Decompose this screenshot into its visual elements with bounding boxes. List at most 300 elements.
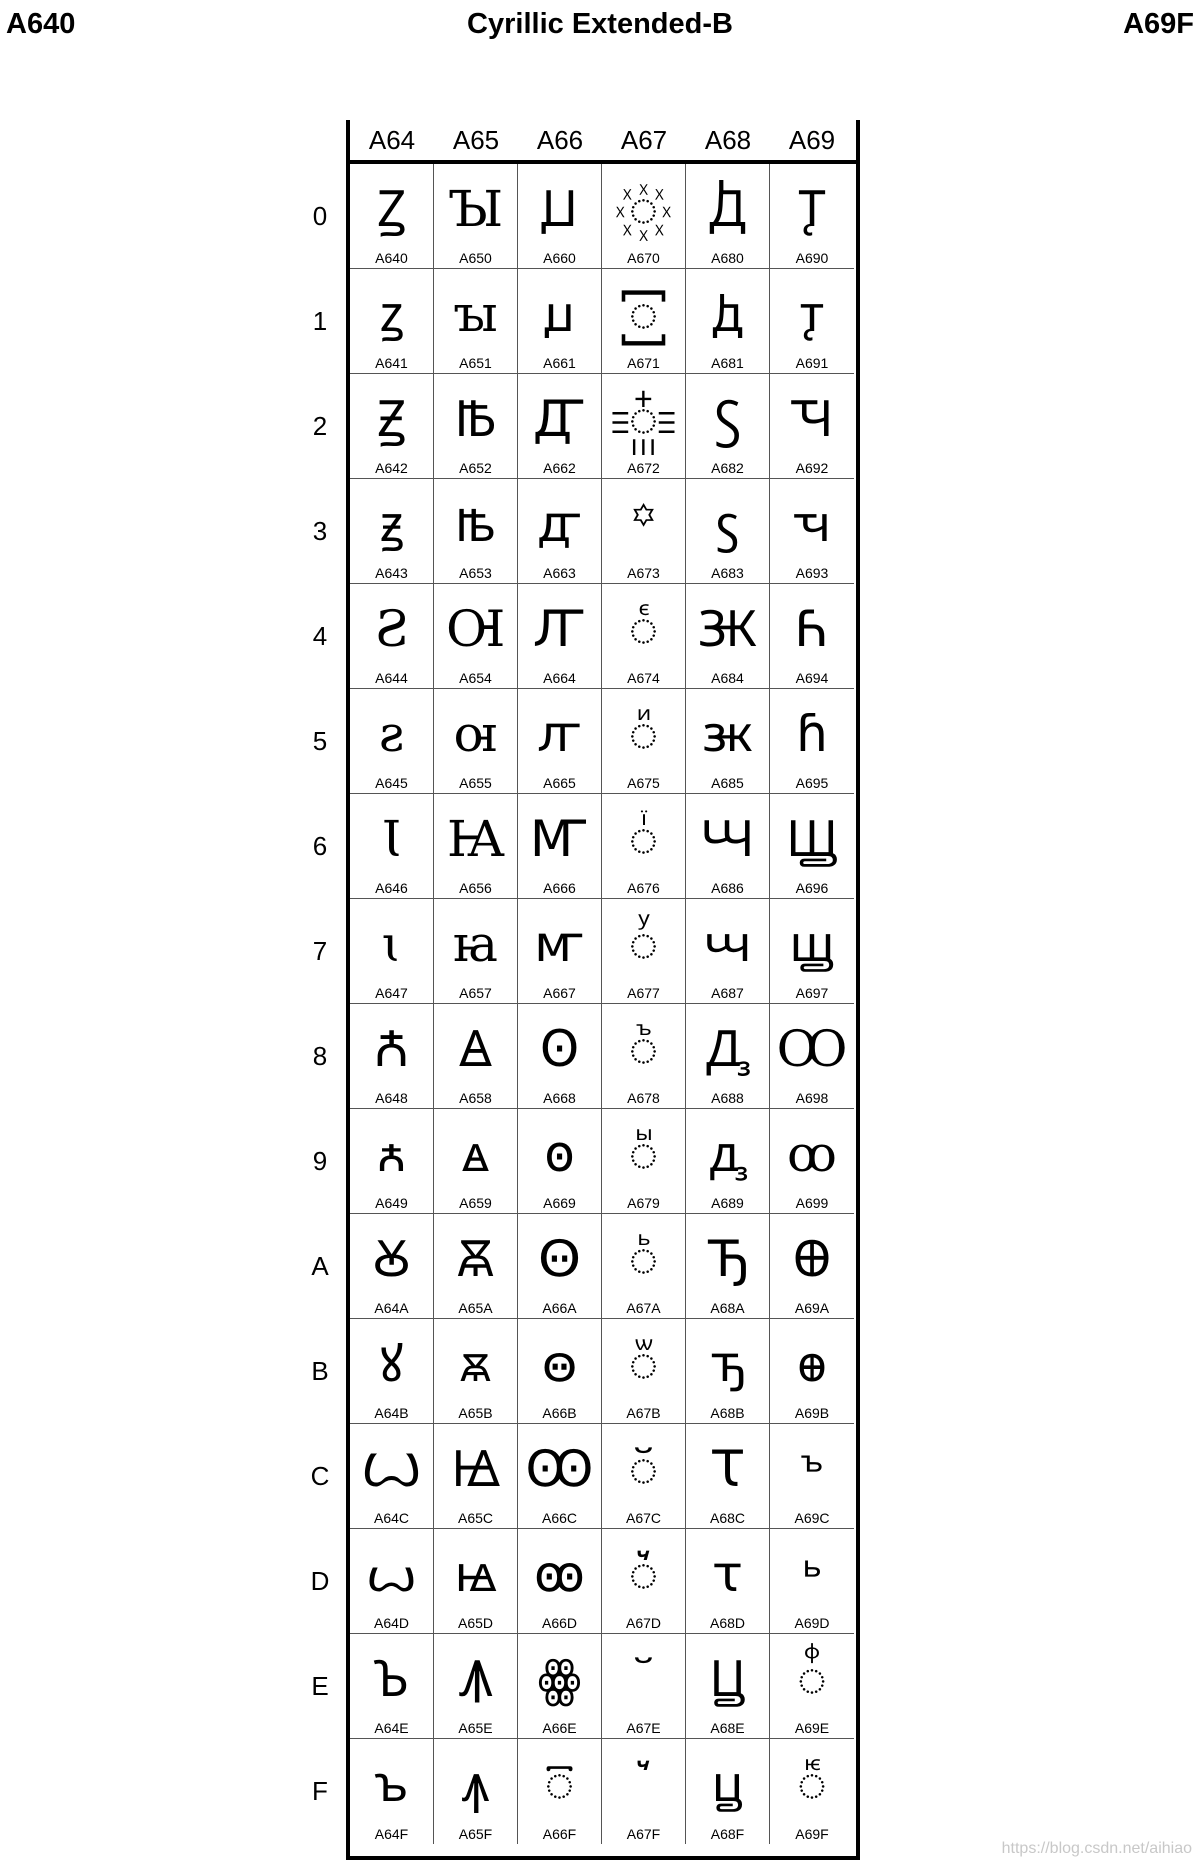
code-point-label: A668 (543, 1090, 576, 1106)
code-point-label: A658 (459, 1090, 492, 1106)
character-glyph: ꙑ (453, 285, 498, 343)
character-cell (350, 1529, 434, 1634)
character-glyph: Ꚅ (698, 600, 757, 658)
code-point-label: A685 (711, 775, 744, 791)
character-cell (518, 1634, 602, 1739)
row-header: B (311, 1356, 329, 1386)
code-point-label: A69B (794, 1405, 830, 1421)
character-cell (602, 899, 686, 1004)
character-glyph: Ꙏ (375, 1650, 408, 1708)
character-cell (602, 374, 686, 479)
character-cell (770, 164, 854, 269)
character-glyph: Ꚇ (700, 810, 755, 868)
character-cell (350, 1109, 434, 1214)
character-glyph: Ꚍ (712, 1440, 743, 1498)
character-glyph: ꙓ (455, 495, 496, 553)
code-point-label: A66A (542, 1300, 577, 1316)
code-point-label: A69D (794, 1615, 830, 1631)
character-glyph: ꚗ (789, 915, 835, 973)
character-cell (770, 269, 854, 374)
character-glyph: ◌ꙺ (628, 1230, 659, 1288)
character-cell (770, 1634, 854, 1739)
code-point-label: A673 (627, 565, 660, 581)
row-header: 4 (312, 621, 328, 651)
code-point-label: A67A (626, 1300, 661, 1316)
character-glyph: ◌ꙹ (628, 1125, 659, 1183)
character-glyph: ꙛ (460, 1335, 491, 1393)
character-glyph: Ꚓ (790, 390, 834, 448)
code-point-label: A645 (375, 775, 408, 791)
code-point-label: A666 (543, 880, 576, 896)
code-point-label: A66C (541, 1510, 578, 1526)
column-header: A64 (368, 125, 416, 155)
character-cell (770, 374, 854, 479)
character-glyph: Ꙥ (532, 600, 587, 658)
code-point-label: A686 (711, 880, 744, 896)
code-point-label: A68E (710, 1720, 745, 1736)
code-point-label: A680 (711, 250, 744, 266)
row-header: 2 (312, 411, 328, 441)
code-point-label: A646 (375, 880, 408, 896)
character-glyph: Ꙇ (381, 810, 402, 868)
character-glyph: Ꙅ (374, 600, 409, 658)
character-cell (770, 689, 854, 794)
character-glyph: ꚙ (787, 1125, 837, 1183)
row-header: C (310, 1461, 330, 1491)
code-point-label: A692 (795, 460, 829, 476)
character-cell (686, 1319, 770, 1424)
character-cell (350, 689, 434, 794)
character-glyph: Ꚕ (794, 600, 830, 658)
character-glyph: Ꚑ (798, 180, 826, 238)
row-header: A (311, 1251, 329, 1281)
code-point-label: A67C (625, 1510, 662, 1526)
code-point-label: A67E (626, 1720, 661, 1736)
row-header: F (312, 1776, 328, 1806)
character-glyph: ꙾ (629, 1650, 658, 1708)
code-point-label: A68B (710, 1405, 745, 1421)
character-glyph: ꙁ (379, 285, 404, 343)
character-cell (434, 164, 518, 269)
code-point-label: A643 (375, 565, 408, 581)
code-point-label: A694 (795, 670, 829, 686)
character-glyph: ꙣ (536, 495, 583, 553)
character-glyph: Ꙑ (447, 180, 504, 238)
code-point-label: A693 (795, 565, 829, 581)
character-glyph: ◌ꚞ (797, 1650, 827, 1708)
character-cell (770, 1739, 854, 1844)
character-cell (770, 1424, 854, 1529)
character-glyph: ꙳ (629, 495, 658, 553)
character-glyph: ꚍ (712, 1545, 743, 1603)
character-glyph: ꙇ (381, 915, 402, 973)
character-cell (518, 1424, 602, 1529)
character-cell (602, 1319, 686, 1424)
character-glyph: Ꙛ (457, 1230, 494, 1288)
character-cell (518, 689, 602, 794)
code-point-label: A688 (711, 1090, 744, 1106)
character-cell (602, 1004, 686, 1109)
code-point-label: A66E (542, 1720, 577, 1736)
character-cell (686, 164, 770, 269)
character-cell (686, 899, 770, 1004)
character-cell (602, 1529, 686, 1634)
character-glyph: ꙗ (453, 915, 498, 973)
code-point-label: A66F (542, 1826, 577, 1842)
character-cell (602, 689, 686, 794)
code-point-label: A681 (711, 355, 744, 371)
code-point-label: A65C (457, 1510, 494, 1526)
character-glyph: ◌꙲ (628, 390, 659, 448)
code-point-label: A671 (627, 355, 660, 371)
character-glyph: Ꙩ (539, 1020, 580, 1078)
code-point-label: A649 (375, 1195, 408, 1211)
character-cell (350, 1319, 434, 1424)
character-cell (518, 164, 602, 269)
code-point-label: A689 (711, 1195, 744, 1211)
character-glyph: ꚑ (799, 285, 825, 343)
character-cell (602, 1214, 686, 1319)
character-glyph: ◌ꙵ (628, 705, 659, 763)
character-glyph: ꚅ (702, 705, 753, 763)
character-cell (518, 1319, 602, 1424)
character-cell (518, 584, 602, 689)
character-cell (434, 269, 518, 374)
character-cell (686, 1634, 770, 1739)
character-glyph: ◌꙯ (544, 1755, 575, 1813)
character-glyph: Ꙭ (525, 1440, 594, 1498)
character-cell (602, 1424, 686, 1529)
character-glyph: Ꚋ (707, 1230, 748, 1288)
code-point-label: A642 (375, 460, 408, 476)
character-cell (770, 899, 854, 1004)
code-point-label: A65F (458, 1826, 493, 1842)
code-point-label: A657 (459, 985, 492, 1001)
character-cell (434, 374, 518, 479)
character-glyph: Ꙋ (372, 1230, 411, 1288)
code-point-label: A695 (795, 775, 829, 791)
character-glyph: ꙟ (461, 1755, 490, 1813)
character-cell (434, 584, 518, 689)
code-point-label: A684 (711, 670, 744, 686)
character-glyph: Ꙡ (541, 180, 578, 238)
code-point-label: A661 (543, 355, 576, 371)
chart-title: Cyrillic Extended-B (467, 8, 733, 40)
character-cell (686, 1214, 770, 1319)
code-point-label: A65B (458, 1405, 493, 1421)
character-cell (434, 899, 518, 1004)
character-cell (686, 374, 770, 479)
code-point-label: A675 (627, 775, 660, 791)
range-start-label: A640 (6, 8, 76, 40)
code-point-label: A660 (543, 250, 576, 266)
character-glyph: ꙙ (462, 1125, 489, 1183)
code-point-label: A667 (543, 985, 576, 1001)
code-point-label: A691 (795, 355, 829, 371)
character-glyph: ◌꙼ (628, 1440, 659, 1498)
code-point-label: A68F (710, 1826, 745, 1842)
character-glyph: Ꚏ (709, 1650, 746, 1708)
code-point-label: A669 (543, 1195, 576, 1211)
code-point-label: A699 (795, 1195, 829, 1211)
character-glyph: Ꙁ (377, 180, 406, 238)
character-glyph: Ꚁ (709, 180, 746, 238)
character-glyph: Ꙙ (459, 1020, 492, 1078)
code-point-label: A66D (541, 1615, 578, 1631)
code-point-label: A69F (795, 1826, 829, 1842)
character-glyph: ꙏ (374, 1755, 409, 1813)
code-point-label: A670 (627, 250, 660, 266)
character-cell (434, 1004, 518, 1109)
code-point-label: A656 (459, 880, 492, 896)
character-cell (686, 269, 770, 374)
character-glyph: ꙭ (534, 1545, 585, 1603)
row-header: 7 (312, 936, 328, 966)
code-point-label: A68D (709, 1615, 746, 1631)
character-cell (602, 479, 686, 584)
character-cell (686, 794, 770, 899)
character-glyph: ◌ꙸ (628, 1020, 659, 1078)
code-point-label: A683 (711, 565, 744, 581)
character-glyph: ꙧ (534, 915, 585, 973)
row-header: 9 (312, 1146, 328, 1176)
character-cell (434, 1109, 518, 1214)
code-point-label: A64C (373, 1510, 410, 1526)
character-glyph: ꚁ (712, 285, 743, 343)
character-cell (434, 1634, 518, 1739)
row-header: 6 (312, 831, 328, 861)
character-cell (686, 689, 770, 794)
character-glyph: ◌ꙻ (628, 1335, 659, 1393)
code-point-label: A68C (709, 1510, 746, 1526)
character-cell (770, 1109, 854, 1214)
character-glyph: ꚕ (796, 705, 828, 763)
code-point-label: A640 (375, 250, 408, 266)
column-header: A66 (536, 125, 584, 155)
character-glyph: Ꙕ (445, 600, 506, 658)
code-point-label: A651 (459, 355, 492, 371)
code-point-label: A679 (627, 1195, 660, 1211)
code-point-label: A65D (457, 1615, 494, 1631)
code-point-label: A67D (625, 1615, 662, 1631)
code-point-label: A690 (795, 250, 829, 266)
character-glyph: Ꙉ (373, 1020, 410, 1078)
character-cell (434, 1529, 518, 1634)
code-point-label: A652 (459, 460, 492, 476)
character-cell (602, 794, 686, 899)
character-glyph: Ꙫ (538, 1230, 581, 1288)
character-cell (518, 1739, 602, 1844)
character-cell (350, 374, 434, 479)
character-cell (518, 794, 602, 899)
code-point-label: A663 (543, 565, 576, 581)
character-glyph: ꙫ (541, 1335, 578, 1393)
code-point-label: A653 (459, 565, 492, 581)
character-glyph: ◌꙰ (628, 180, 659, 238)
code-point-label: A644 (375, 670, 408, 686)
character-glyph: ◌ꙴ (628, 600, 659, 658)
code-point-label: A69C (794, 1510, 830, 1526)
code-point-label: A641 (375, 355, 408, 371)
character-glyph: ꙥ (536, 705, 583, 763)
character-glyph: Ꙗ (447, 810, 504, 868)
column-header: A69 (788, 125, 836, 155)
code-point-label: A659 (459, 1195, 492, 1211)
code-point-label: A69A (794, 1300, 830, 1316)
character-cell (518, 1214, 602, 1319)
character-cell (518, 269, 602, 374)
code-point-label: A677 (627, 985, 660, 1001)
row-header: 5 (312, 726, 328, 756)
character-cell (434, 794, 518, 899)
character-cell (686, 1424, 770, 1529)
row-header: E (311, 1671, 329, 1701)
character-glyph: Ꙍ (362, 1440, 421, 1498)
character-cell (602, 584, 686, 689)
character-cell (770, 479, 854, 584)
code-point-label: A65E (458, 1720, 493, 1736)
character-cell (518, 1004, 602, 1109)
code-point-label: A664 (543, 670, 576, 686)
character-glyph: ꙍ (365, 1545, 418, 1603)
code-point-label: A64F (374, 1826, 409, 1842)
character-glyph: ꙋ (379, 1335, 404, 1393)
row-header: 8 (312, 1041, 328, 1071)
character-cell (350, 1424, 434, 1529)
character-glyph: ꚏ (711, 1755, 744, 1813)
character-cell (350, 1634, 434, 1739)
code-point-label: A647 (375, 985, 408, 1001)
character-glyph: ꚛ (796, 1335, 828, 1393)
code-point-label: A687 (711, 985, 744, 1001)
character-glyph: Ꙧ (530, 810, 589, 868)
character-cell (434, 689, 518, 794)
character-cell (602, 269, 686, 374)
code-point-label: A674 (627, 670, 660, 686)
code-point-label: A64B (374, 1405, 409, 1421)
code-point-label: A67B (626, 1405, 661, 1421)
column-header: A65 (452, 125, 500, 155)
character-glyph: ◌ꙶ (628, 810, 659, 868)
character-cell (350, 269, 434, 374)
code-point-label: A665 (543, 775, 576, 791)
character-cell (602, 1109, 686, 1214)
character-cell (602, 1739, 686, 1844)
row-header: D (310, 1566, 330, 1596)
character-glyph: Ꙣ (532, 390, 587, 448)
character-glyph: Ꚗ (786, 810, 838, 868)
range-end-label: A69F (1123, 8, 1194, 40)
character-cell (770, 1004, 854, 1109)
code-point-label: A696 (795, 880, 829, 896)
character-glyph: ꙿ (629, 1755, 658, 1813)
character-cell (518, 374, 602, 479)
column-header: A67 (620, 125, 668, 155)
character-cell (686, 584, 770, 689)
character-cell (602, 1634, 686, 1739)
character-glyph: Ꚃ (713, 390, 742, 448)
character-cell (434, 1424, 518, 1529)
character-cell (518, 479, 602, 584)
character-glyph: ꙝ (454, 1545, 497, 1603)
code-point-label: A64E (374, 1720, 409, 1736)
code-point-label: A682 (711, 460, 744, 476)
character-glyph: ꙩ (544, 1125, 575, 1183)
character-cell (350, 794, 434, 899)
row-header: 3 (312, 516, 328, 546)
character-glyph: Ꚛ (792, 1230, 832, 1288)
watermark: https://blog.csdn.net/aihiao (1001, 1840, 1192, 1857)
code-point-label: A648 (375, 1090, 408, 1106)
character-glyph: ꙕ (453, 705, 498, 763)
character-glyph: ꙉ (375, 1125, 408, 1183)
character-cell (518, 1109, 602, 1214)
character-glyph: ◌ꙷ (628, 915, 659, 973)
character-glyph: Ꙃ (377, 390, 406, 448)
code-point-label: A672 (627, 460, 660, 476)
code-point-label: A697 (795, 985, 829, 1001)
character-cell (686, 479, 770, 584)
character-glyph: ꚓ (793, 495, 831, 553)
row-header: 1 (312, 306, 328, 336)
character-cell (350, 479, 434, 584)
code-point-label: A67F (626, 1826, 661, 1842)
character-cell (770, 1214, 854, 1319)
character-glyph: ꚜ (800, 1440, 824, 1498)
character-glyph: ꚋ (710, 1335, 745, 1393)
code-point-label: A654 (459, 670, 492, 686)
character-cell (518, 899, 602, 1004)
character-cell (350, 584, 434, 689)
character-cell (686, 1109, 770, 1214)
character-cell (770, 1529, 854, 1634)
code-point-label: A64D (373, 1615, 410, 1631)
character-cell (686, 1529, 770, 1634)
character-cell (350, 1004, 434, 1109)
character-glyph: Ꙟ (458, 1650, 493, 1708)
code-point-label: A66B (542, 1405, 577, 1421)
code-point-label: A64A (374, 1300, 409, 1316)
character-glyph: Ꙓ (454, 390, 497, 448)
code-point-label: A676 (627, 880, 660, 896)
character-cell (350, 164, 434, 269)
character-cell (686, 1739, 770, 1844)
character-cell (518, 1529, 602, 1634)
code-point-label: A662 (543, 460, 576, 476)
character-cell (434, 479, 518, 584)
code-point-label: A655 (459, 775, 492, 791)
character-glyph: ꚝ (802, 1545, 822, 1603)
grid-right-border (856, 120, 860, 164)
character-cell (350, 899, 434, 1004)
code-point-label: A678 (627, 1090, 660, 1106)
character-cell (434, 1739, 518, 1844)
code-point-label: A65A (458, 1300, 493, 1316)
character-cell (770, 1319, 854, 1424)
code-point-label: A650 (459, 250, 492, 266)
character-glyph: Ꚙ (776, 1020, 848, 1078)
character-glyph: Ꚉ (706, 1020, 749, 1078)
character-glyph: ꙡ (544, 285, 575, 343)
row-header: 0 (312, 201, 328, 231)
character-cell (434, 1214, 518, 1319)
character-glyph: ꚃ (715, 495, 740, 553)
code-point-label: A69E (794, 1720, 830, 1736)
character-glyph: ꙃ (379, 495, 404, 553)
character-glyph: ◌ꚟ (797, 1755, 827, 1813)
character-glyph: ꚇ (703, 915, 752, 973)
character-glyph: Ꙝ (451, 1440, 500, 1498)
